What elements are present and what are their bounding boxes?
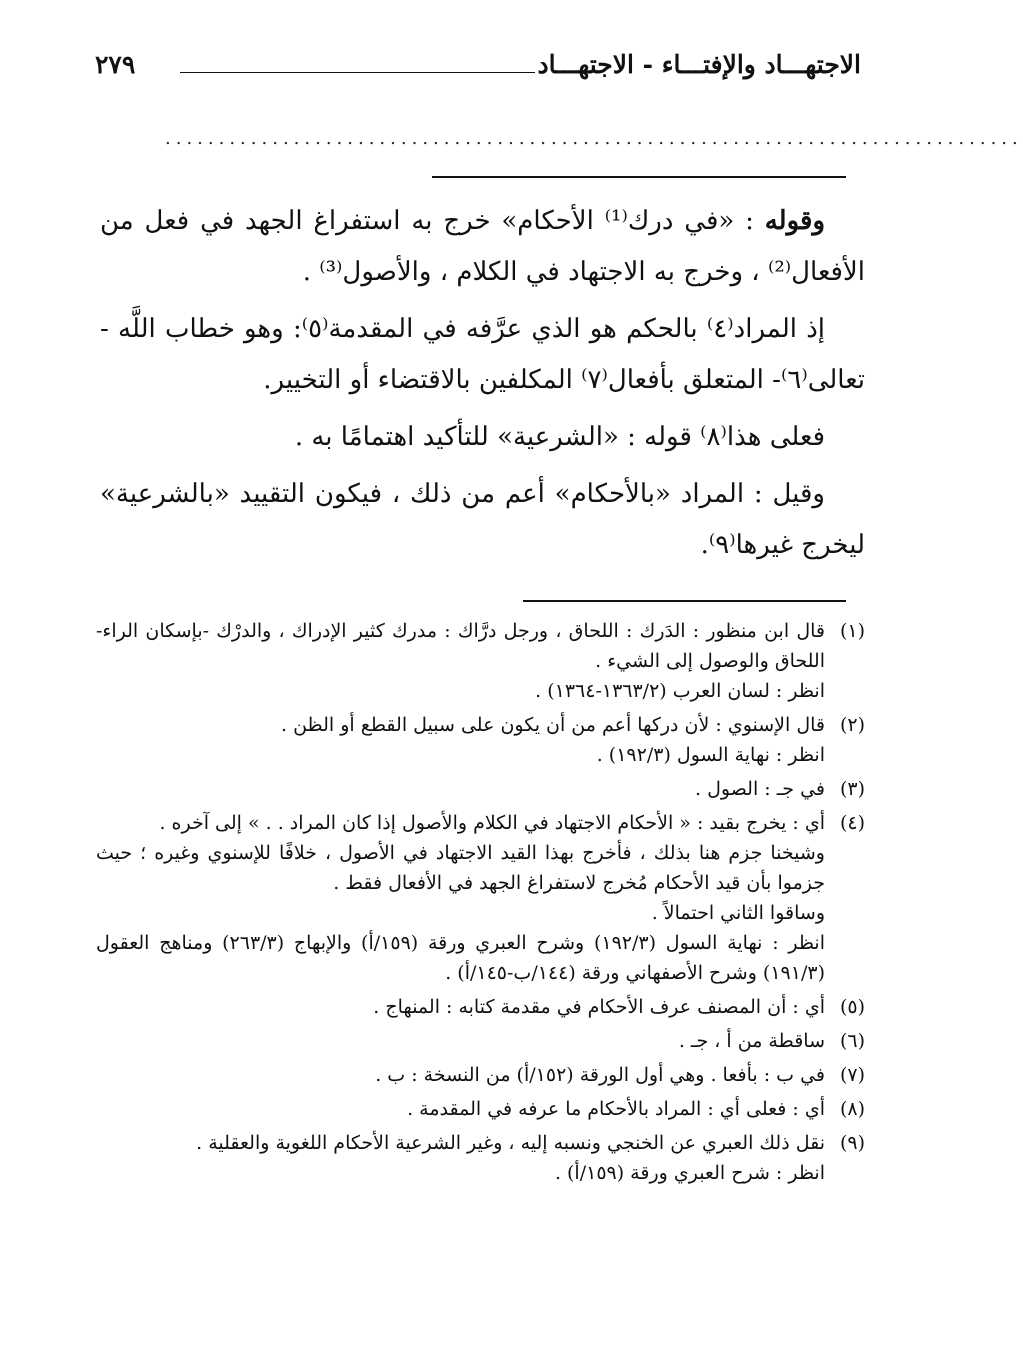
footnote-number: (٩): [839, 1132, 865, 1154]
footnote-number: (٨): [839, 1098, 865, 1120]
footnote-text: أي : يخرج بقيد : « الأحكام الاجتهاد في الكلام والأصول إذا كان المراد . . » إلى آخره .: [159, 812, 825, 834]
footnote-number: (٦): [839, 1030, 865, 1052]
body-paragraph: [100, 469, 865, 571]
dotted-separator: ................................................................................: [165, 128, 1023, 149]
running-header-title: الاجتهـــاد والإفتـــاء - الاجتهـــاد: [537, 50, 861, 79]
header-rule: [180, 72, 535, 73]
footnote-text: قال ابن منظور : الدَرك : اللحاق ، ورجل درَّاك : مدرك كثير الإدراك ، والدرْك -بإسكان الراء- اللحاق والوصول إلى الشيء .: [96, 620, 825, 672]
paragraph-lead-word: وقوله: [764, 206, 826, 236]
footnote: [96, 1026, 865, 1056]
footnote: [96, 808, 865, 988]
page-number: ٢٧٩: [95, 50, 136, 79]
footnote-text: وساقوا الثاني احتمالاً .: [651, 902, 825, 924]
footnote: [96, 1094, 865, 1124]
footnotes: [96, 616, 865, 1192]
footnote-text: في ب : بأفعا . وهي أول الورقة (١٥٢/أ) من النسخة : ب .: [375, 1064, 825, 1086]
footnote: [96, 1128, 865, 1188]
section-rule: [432, 176, 846, 178]
paragraph-text: : «في درك⁽¹⁾ الأحكام» خرج به استفراغ الجهد في فعل من الأفعال⁽²⁾ ، وخرج به الاجتهاد في الكلام ، والأصول⁽³⁾ .: [100, 206, 865, 287]
footnote-number: (٧): [839, 1064, 865, 1086]
footnote-number: (٥): [839, 996, 865, 1018]
main-text: [100, 196, 865, 577]
footnote-text: انظر : لسان العرب (١٣٦٣/٢-١٣٦٤) .: [535, 680, 825, 702]
body-paragraph: [100, 304, 865, 406]
footnote-text: انظر : شرح العبري ورقة (١٥٩/أ) .: [554, 1162, 825, 1184]
footnote-text: أي : فعلى أي : المراد بالأحكام ما عرفه في المقدمة .: [407, 1098, 825, 1120]
footnote-text: انظر : نهاية السول (١٩٢/٣) .: [596, 744, 825, 766]
footnote-number: (٤): [839, 812, 865, 834]
footnote-text: قال الإسنوي : لأن دركها أعم من أن يكون على سبيل القطع أو الظن .: [280, 714, 825, 736]
body-paragraph: [100, 196, 865, 298]
footnote-text: انظر : نهاية السول (١٩٢/٣) وشرح العبري ورقة (١٥٩/أ) والإبهاج (٢٦٣/٣) ومناهج العقول (١٩١/٣) وشرح الأصفهاني ورقة (١٤٤/ب-١٤٥/أ) .: [96, 932, 825, 984]
footnote-text: نقل ذلك العبري عن الخنجي ونسبه إليه ، وغير الشرعية الأحكام اللغوية والعقلية .: [196, 1132, 825, 1154]
footnote: [96, 710, 865, 770]
paragraph-text: إذ المراد⁽٤⁾ بالحكم هو الذي عرَّفه في المقدمة⁽٥⁾: وهو خطاب اللَّه - تعالى⁽٦⁾- المتعلق بأفعال⁽٧⁾ المكلفين بالاقتضاء أو التخيير.: [100, 314, 865, 395]
footnote-number: (١): [839, 620, 865, 642]
footnote-text: في جـ : الصول .: [695, 778, 825, 800]
paragraph-text: فعلى هذا⁽٨⁾ قوله : «الشرعية» للتأكيد اهتمامًا به .: [294, 422, 825, 452]
footnote-number: (٢): [839, 714, 865, 736]
footnote: [96, 774, 865, 804]
paragraph-text: وقيل : المراد «بالأحكام» أعم من ذلك ، فيكون التقييد «بالشرعية» ليخرج غيرها⁽٩⁾.: [100, 479, 865, 560]
footnote-text: وشيخنا جزم هنا بذلك ، فأخرج بهذا القيد الاجتهاد في الأصول ، خلافًا للإسنوي وغيره ؛ حيث جزموا بأن قيد الأحكام مُخرج لاستفراغ الجهد في الأفعال فقط .: [96, 842, 825, 894]
body-paragraph: [100, 412, 865, 463]
footnote: [96, 992, 865, 1022]
footnote-text: ساقطة من أ ، جـ .: [678, 1030, 825, 1052]
footnote-text: أي : أن المصنف عرف الأحكام في مقدمة كتابه : المنهاج .: [373, 996, 825, 1018]
footnote: [96, 616, 865, 706]
footnote: [96, 1060, 865, 1090]
footnote-rule: [523, 600, 846, 602]
footnote-number: (٣): [839, 778, 865, 800]
